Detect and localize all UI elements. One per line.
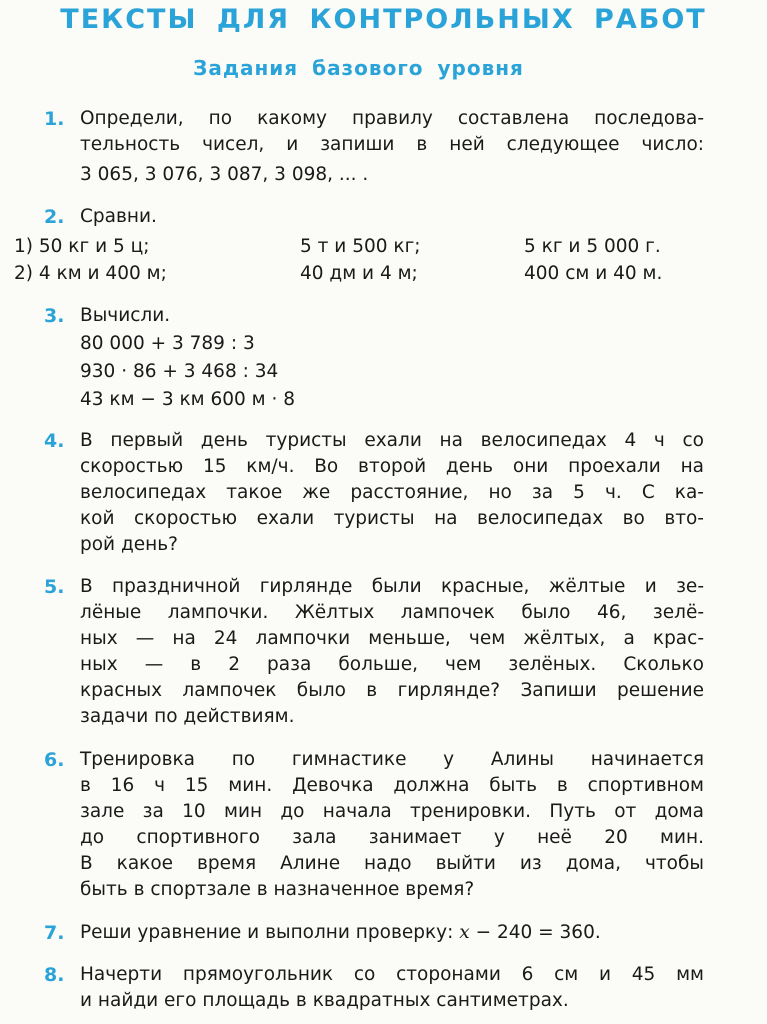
task-text-line: скоростью 15 км/ч. Во второй день они проехали на [80,456,704,477]
task-text-line: лёные лампочки. Жёлтых лампочек было 46, зелё- [80,602,704,623]
task-text-line: В первый день туристы ехали на велосипедах 4 ч со [80,430,704,451]
task-7 [44,920,704,946]
comparison-cell: 400 см и 40 м. [524,263,663,284]
task-8 [44,962,704,1014]
task-text-line: В какое время Алине надо выйти из дома, чтобы [80,853,704,874]
page-title: ТЕКСТЫ ДЛЯ КОНТРОЛЬНЫХ РАБОТ [60,4,707,35]
task-text-line: Сравни. [80,206,157,227]
task-text-line: В праздничной гирлянде были красные, жёлтые и зе- [80,576,704,597]
task-number: 1. [44,108,65,130]
task-text-line: зале за 10 мин до начала тренировки. Путь от дома [80,801,704,822]
section-subtitle: Задания базового уровня [193,56,524,80]
task-5 [44,574,704,730]
task-text-line [80,920,704,946]
task-text-line: до спортивного зала занимает у неё 20 мин. [80,827,704,848]
task-number: 4. [44,430,65,452]
expression: 930 · 86 + 3 468 : 34 [80,361,279,382]
task-6 [44,747,704,903]
task-text-line: Тренировка по гимнастике у Алины начинается [80,749,704,770]
comparison-cell: 40 дм и 4 м; [300,263,418,284]
task-2 [44,204,704,230]
task-text-line: красных лампочек было в гирлянде? Запиши решение [80,680,704,701]
task-text-line: Вычисли. [80,305,171,326]
task-text-line: задачи по действиям. [80,706,295,727]
task-text-line: тельность чисел, и запиши в ней следующее число: [80,134,704,155]
task-text-line: быть в спортзале в назначенное время? [80,879,475,900]
task-instruction: Реши уравнение и выполни проверку: [80,922,454,943]
task-number: 6. [44,749,65,771]
equation-variable: x [459,922,470,943]
expression: 80 000 + 3 789 : 3 [80,333,255,354]
task-text-line: велосипедах такое же расстояние, но за 5 ч. С ка- [80,482,704,503]
comparison-row-1 [14,236,704,262]
comparison-cell: 2) 4 км и 400 м; [14,263,167,284]
task-number: 2. [44,206,65,228]
equation-rest: − 240 = 360. [469,922,601,943]
task-number: 3. [44,305,65,327]
task-text-line: в 16 ч 15 мин. Девочка должна быть в спортивном [80,775,704,796]
task-4 [44,428,704,558]
task-text-line: ных — на 24 лампочки меньше, чем жёлтых, а крас- [80,628,704,649]
task-1 [44,106,704,188]
task-3 [44,303,704,413]
task-text-line: Начерти прямоугольник со сторонами 6 см и 45 мм [80,964,704,985]
expression: 43 км − 3 км 600 м · 8 [80,389,296,410]
task-number: 8. [44,964,65,986]
comparison-cell: 1) 50 кг и 5 ц; [14,236,150,257]
task-text-line: Определи, по какому правилу составлена последова- [80,108,704,129]
task-text-line: и найди его площадь в квадратных сантиметрах. [80,990,569,1011]
comparison-cell: 5 т и 500 кг; [300,236,421,257]
task-text-line: кой скоростью ехали туристы на велосипедах во вто- [80,508,704,529]
comparison-cell: 5 кг и 5 000 г. [524,236,661,257]
comparison-row-2 [14,263,704,289]
task-number: 5. [44,576,65,598]
task-text-line: ных — в 2 раза больше, чем зелёных. Сколько [80,654,704,675]
task-number: 7. [44,922,65,944]
task-text-line: рой день? [80,534,178,555]
number-sequence: 3 065, 3 076, 3 087, 3 098, ... . [80,164,369,185]
